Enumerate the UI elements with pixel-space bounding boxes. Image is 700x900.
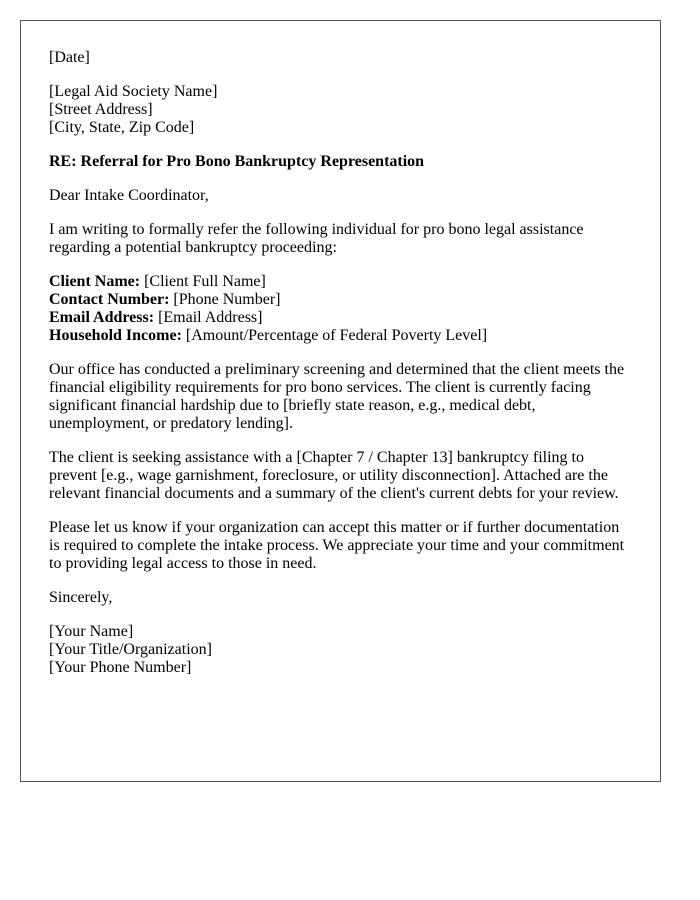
field-label: Contact Number: (49, 291, 170, 308)
client-details (49, 273, 632, 345)
field-label: Household Income: (49, 327, 182, 344)
signature-phone: [Your Phone Number] (49, 659, 192, 676)
field-label: Client Name: (49, 273, 141, 290)
date: [Date] (49, 49, 90, 66)
recipient-name: [Legal Aid Society Name] (49, 83, 218, 100)
subject-line: RE: Referral for Pro Bono Bankruptcy Representation (49, 153, 425, 170)
recipient-city: [City, State, Zip Code] (49, 119, 195, 136)
field-value: [Phone Number] (173, 291, 281, 308)
signature-title: [Your Title/Organization] (49, 641, 212, 658)
body-paragraph: The client is seeking assistance with a [Chapter 7 / Chapter 13] bankruptcy filing to prevent [e.g., wage garnishment, foreclosure, or utility disconnection]. Attached are the relevant financial documents and a summary of the client's current debts for your review. (49, 449, 619, 502)
closing: Sincerely, (49, 589, 113, 606)
letter (20, 20, 661, 782)
contact-number-row (49, 291, 632, 309)
email-address-row (49, 309, 632, 327)
client-name-row (49, 273, 632, 291)
field-value: [Email Address] (158, 309, 263, 326)
field-label: Email Address: (49, 309, 155, 326)
field-value: [Client Full Name] (144, 273, 266, 290)
signature-name: [Your Name] (49, 623, 134, 640)
body-paragraph: Our office has conducted a preliminary screening and determined that the client meets the financial eligibility requirements for pro bono services. The client is currently facing significant financial hardship due to [briefly state reason, e.g., medical debt, unemployment, or predatory lending]. (49, 361, 625, 432)
intro-paragraph: I am writing to formally refer the following individual for pro bono legal assistance regarding a potential bankruptcy proceeding: (49, 221, 584, 256)
recipient-street: [Street Address] (49, 101, 153, 118)
field-value: [Amount/Percentage of Federal Poverty Level] (185, 327, 488, 344)
salutation: Dear Intake Coordinator, (49, 187, 209, 204)
recipient-address (49, 83, 632, 137)
body-paragraph: Please let us know if your organization can accept this matter or if further documentation is required to complete the intake process. We appreciate your time and your commitment to providing legal access to those in need. (49, 519, 625, 572)
household-income-row (49, 327, 632, 345)
signature-block (49, 623, 632, 677)
